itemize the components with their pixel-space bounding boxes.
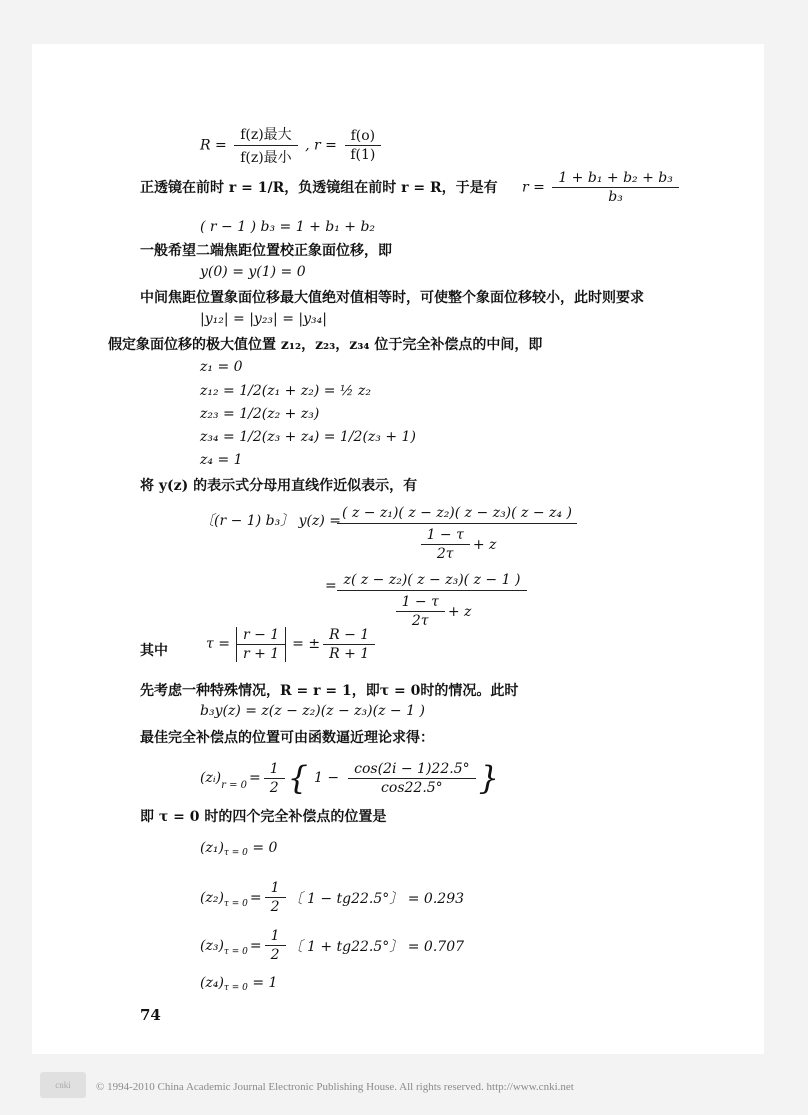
eq-half-num: 1 bbox=[264, 761, 285, 779]
eq-plus-z-1: + z bbox=[472, 536, 497, 553]
eq-sub-den-2: 2τ bbox=[411, 613, 429, 629]
fraction-tau-1 bbox=[421, 527, 470, 562]
eq-r-frac-denominator: b₃ bbox=[608, 189, 623, 205]
eq-tau-num2: R − 1 bbox=[323, 627, 375, 645]
eq-zi-den: cos22.5° bbox=[381, 779, 443, 796]
text-lens-order bbox=[140, 177, 498, 197]
eq-r-numerator: f(o) bbox=[345, 128, 382, 146]
pt3-half-num: 1 bbox=[265, 928, 286, 946]
text-best-position: 最佳完全补偿点的位置可由函数逼近理论求得： bbox=[140, 730, 434, 746]
pt2-half-num: 1 bbox=[265, 880, 286, 898]
cnki-logo-icon: cnki bbox=[40, 1072, 86, 1098]
text-denominator-approx: 将 y(z) 的表示式分母用直线作近似表示，有 bbox=[140, 478, 418, 494]
eq-r-lhs: , r = bbox=[305, 137, 337, 154]
eq-tau-pm: = ± bbox=[292, 636, 321, 652]
fraction-half-zi bbox=[264, 761, 285, 796]
eq-big-numerator-1: ( z − z₁)( z − z₂)( z − z₃)( z − z₄ ) bbox=[337, 505, 577, 524]
pt3-sub: τ = 0 bbox=[223, 946, 248, 957]
pt2-half-den: 2 bbox=[270, 899, 280, 915]
pt1-sub: τ = 0 bbox=[223, 848, 248, 858]
equation-z23: z₂₃ = 1/2(z₂ + z₃) bbox=[200, 406, 320, 422]
text-four-points: 即 τ = 0 时的四个完全补偿点的位置是 bbox=[140, 809, 387, 825]
label-where: 其中 bbox=[140, 643, 168, 659]
text-lens-order-main: 正透镜在前时 r = 1/R，负透镜组在前时 r = R，于是有 bbox=[140, 180, 498, 196]
fraction-half-pt2 bbox=[265, 880, 286, 915]
pt4-sub: τ = 0 bbox=[223, 983, 248, 993]
pt3-equals: = bbox=[249, 937, 262, 954]
equation-r-fraction bbox=[522, 170, 682, 205]
eq-zi-one-minus: 1 − bbox=[314, 770, 340, 786]
equation-b3y: b₃y(z) = z(z − z₂)(z − z₃)(z − 1 ) bbox=[200, 703, 425, 719]
eq-zi-equals: = bbox=[249, 770, 261, 786]
fraction-R bbox=[234, 124, 297, 167]
fraction-tau-abs bbox=[236, 627, 286, 662]
pt1-rhs: = 0 bbox=[252, 840, 278, 856]
pt2-equals: = bbox=[249, 889, 262, 906]
equation-big-2-fraction bbox=[337, 572, 527, 629]
pt4-lhs: (z₄) bbox=[200, 975, 224, 991]
pt2-sub: τ = 0 bbox=[223, 898, 248, 909]
text-middle-focus: 中间焦距位置象面位移最大值绝对值相等时，可使整个象面位移较小，此时则要求 bbox=[140, 290, 644, 306]
fraction-r bbox=[344, 128, 381, 163]
text-hope: 一般希望二端焦距位置校正象面位移，即 bbox=[140, 243, 392, 259]
eq-zi-num: cos(2i − 1)22.5° bbox=[348, 761, 475, 779]
eq-zi-lhs: (zᵢ) bbox=[200, 770, 222, 786]
equation-z1: z₁ = 0 bbox=[200, 359, 243, 375]
fraction-half-pt3 bbox=[265, 928, 286, 963]
eq-tau-den2: R + 1 bbox=[329, 645, 370, 662]
eq-big-lhs: 〔(r − 1) b₃〕 y(z) = bbox=[200, 513, 342, 529]
equation-big-1-fraction bbox=[337, 505, 577, 562]
brace-right: } bbox=[478, 759, 499, 797]
eq-r-frac-numerator: 1 + b₁ + b₂ + b₃ bbox=[552, 170, 679, 188]
eq-R-denominator: f(z)最小 bbox=[240, 150, 292, 166]
equation-zi bbox=[200, 758, 499, 798]
pt2-lhs: (z₂) bbox=[200, 889, 224, 906]
copyright-text: © 1994-2010 China Academic Journal Electronic Publishing House. All rights reserved. http://www.cnki.net bbox=[96, 1081, 574, 1093]
eq-R-numerator: f(z)最大 bbox=[234, 124, 297, 146]
page-number: 74 bbox=[140, 1006, 161, 1024]
eq-R-lhs: R = bbox=[200, 137, 227, 154]
eq-half-den: 2 bbox=[269, 779, 279, 796]
eq-equals-2: = bbox=[325, 578, 337, 594]
eq-tau-den1: r + 1 bbox=[242, 645, 280, 662]
equation-abs: |y₁₂| = |y₂₃| = |y₃₄| bbox=[200, 311, 327, 327]
eq-plus-z-2: + z bbox=[447, 603, 472, 620]
eq-sub-num-1: 1 − τ bbox=[421, 527, 470, 545]
pt2-rhs: 〔 1 − tg22.5°〕 = 0.293 bbox=[288, 890, 465, 907]
footer bbox=[0, 1072, 808, 1102]
eq-r-frac-lhs: r = bbox=[522, 179, 545, 196]
text-special-case: 先考虑一种特殊情况，R = r = 1，即τ = 0时的情况。此时 bbox=[140, 683, 519, 699]
fraction-cos bbox=[348, 761, 475, 796]
equation-y0: y(0) = y(1) = 0 bbox=[200, 264, 306, 280]
equation-R-r bbox=[200, 124, 384, 167]
equation-z4: z₄ = 1 bbox=[200, 452, 243, 468]
eq-tau-lhs: τ = bbox=[206, 636, 230, 652]
fraction-tau-2 bbox=[396, 594, 445, 629]
brace-left: { bbox=[287, 759, 309, 797]
eq-big-numerator-2: z( z − z₂)( z − z₃)( z − 1 ) bbox=[337, 572, 527, 591]
eq-sub-num-2: 1 − τ bbox=[396, 594, 445, 612]
equation-big-1 bbox=[200, 510, 341, 530]
fraction-r-b bbox=[552, 170, 679, 205]
equation-point-4 bbox=[200, 975, 277, 993]
pt3-lhs: (z₃) bbox=[200, 937, 224, 954]
equation-tau bbox=[206, 625, 378, 663]
eq-r-denominator: f(1) bbox=[350, 147, 376, 163]
fraction-tau-R bbox=[323, 627, 375, 662]
equation-point-2 bbox=[200, 880, 464, 915]
eq-big-denominator-2 bbox=[337, 594, 527, 629]
text-assume: 假定象面位移的极大值位置 z₁₂，z₂₃，z₃₄ 位于完全补偿点的中间，即 bbox=[108, 337, 543, 353]
eq-big-denominator-1 bbox=[337, 527, 577, 562]
eq-zi-sub: r = 0 bbox=[221, 779, 248, 791]
equation-rb3: ( r − 1 ) b₃ = 1 + b₁ + b₂ bbox=[200, 219, 376, 235]
eq-tau-num1: r − 1 bbox=[237, 627, 285, 645]
equation-z12: z₁₂ = 1/2(z₁ + z₂) = ½ z₂ bbox=[200, 383, 371, 399]
pt1-lhs: (z₁) bbox=[200, 840, 224, 856]
equation-point-3 bbox=[200, 928, 464, 963]
eq-sub-den-1: 2τ bbox=[436, 546, 454, 562]
pt3-rhs: 〔 1 + tg22.5°〕 = 0.707 bbox=[288, 938, 465, 955]
pt3-half-den: 2 bbox=[270, 947, 280, 963]
equation-point-1 bbox=[200, 840, 277, 858]
pt4-rhs: = 1 bbox=[252, 975, 278, 991]
equation-z34: z₃₄ = 1/2(z₃ + z₄) = 1/2(z₃ + 1) bbox=[200, 429, 416, 445]
